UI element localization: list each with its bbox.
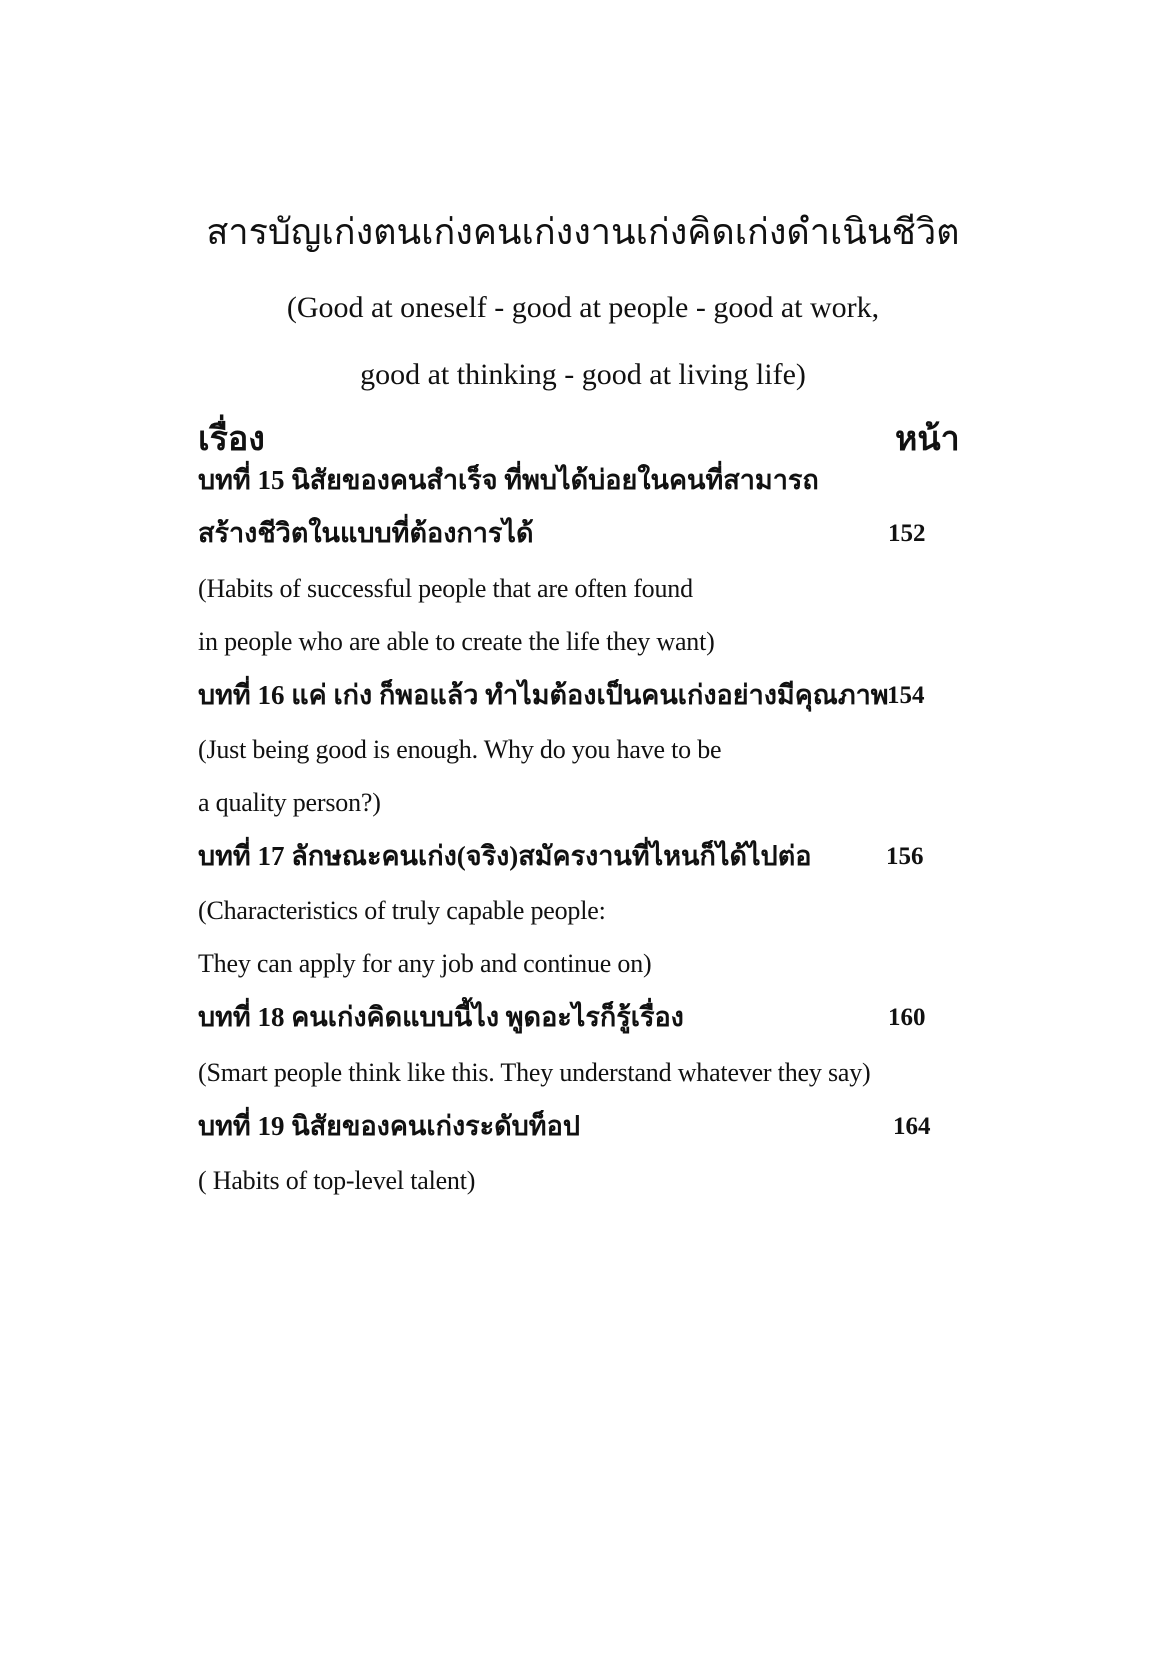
toc-title: สารบัญเก่งตนเก่งคนเก่งงานเก่งคิดเก่งดำเนินชีวิต	[206, 212, 960, 252]
chapter-17-english-line1: (Characteristics of truly capable people:	[198, 896, 606, 925]
chapter-16-title: บทที่ 16 แค่ เก่ง ก็พอแล้ว ทำไมต้องเป็นคนเก่งอย่างมีคุณภาพ	[198, 680, 889, 710]
chapter-15-title-line1: บทที่ 15 นิสัยของคนสำเร็จ ที่พบได้บ่อยในคนที่สามารถ	[198, 465, 819, 495]
chapter-16-english-line2: a quality person?)	[198, 788, 381, 817]
toc-subtitle-line1: (Good at oneself - good at people - good at work,	[286, 291, 880, 324]
chapter-18-title: บทที่ 18 คนเก่งคิดแบบนี้ไง พูดอะไรก็รู้เรื่อง	[198, 1002, 684, 1032]
column-header-page: หน้า	[895, 421, 960, 458]
toc-subtitle-line2: good at thinking - good at living life)	[360, 358, 806, 391]
chapter-17-page-number: 156	[886, 843, 924, 870]
chapter-17-english-line2: They can apply for any job and continue on)	[198, 949, 652, 978]
chapter-17-title: บทที่ 17 ลักษณะคนเก่ง(จริง)สมัครงานที่ไหนก็ได้ไปต่อ	[198, 841, 812, 871]
chapter-15-english-line2: in people who are able to create the life they want)	[198, 627, 715, 656]
chapter-16-page-number: 154	[887, 682, 925, 709]
chapter-15-page-number: 152	[888, 520, 926, 547]
chapter-19-title: บทที่ 19 นิสัยของคนเก่งระดับท็อป	[198, 1111, 580, 1141]
chapter-19-page-number: 164	[893, 1113, 931, 1140]
chapter-15-english-line1: (Habits of successful people that are often found	[198, 574, 693, 603]
chapter-18-page-number: 160	[888, 1004, 926, 1031]
chapter-16-english-line1: (Just being good is enough. Why do you have to be	[198, 735, 722, 764]
chapter-18-english-line1: (Smart people think like this. They understand whatever they say)	[198, 1058, 871, 1087]
chapter-19-english-line1: ( Habits of top-level talent)	[198, 1166, 476, 1195]
column-header-topic: เรื่อง	[198, 421, 265, 458]
chapter-15-title-line2: สร้างชีวิตในแบบที่ต้องการได้	[198, 518, 534, 548]
